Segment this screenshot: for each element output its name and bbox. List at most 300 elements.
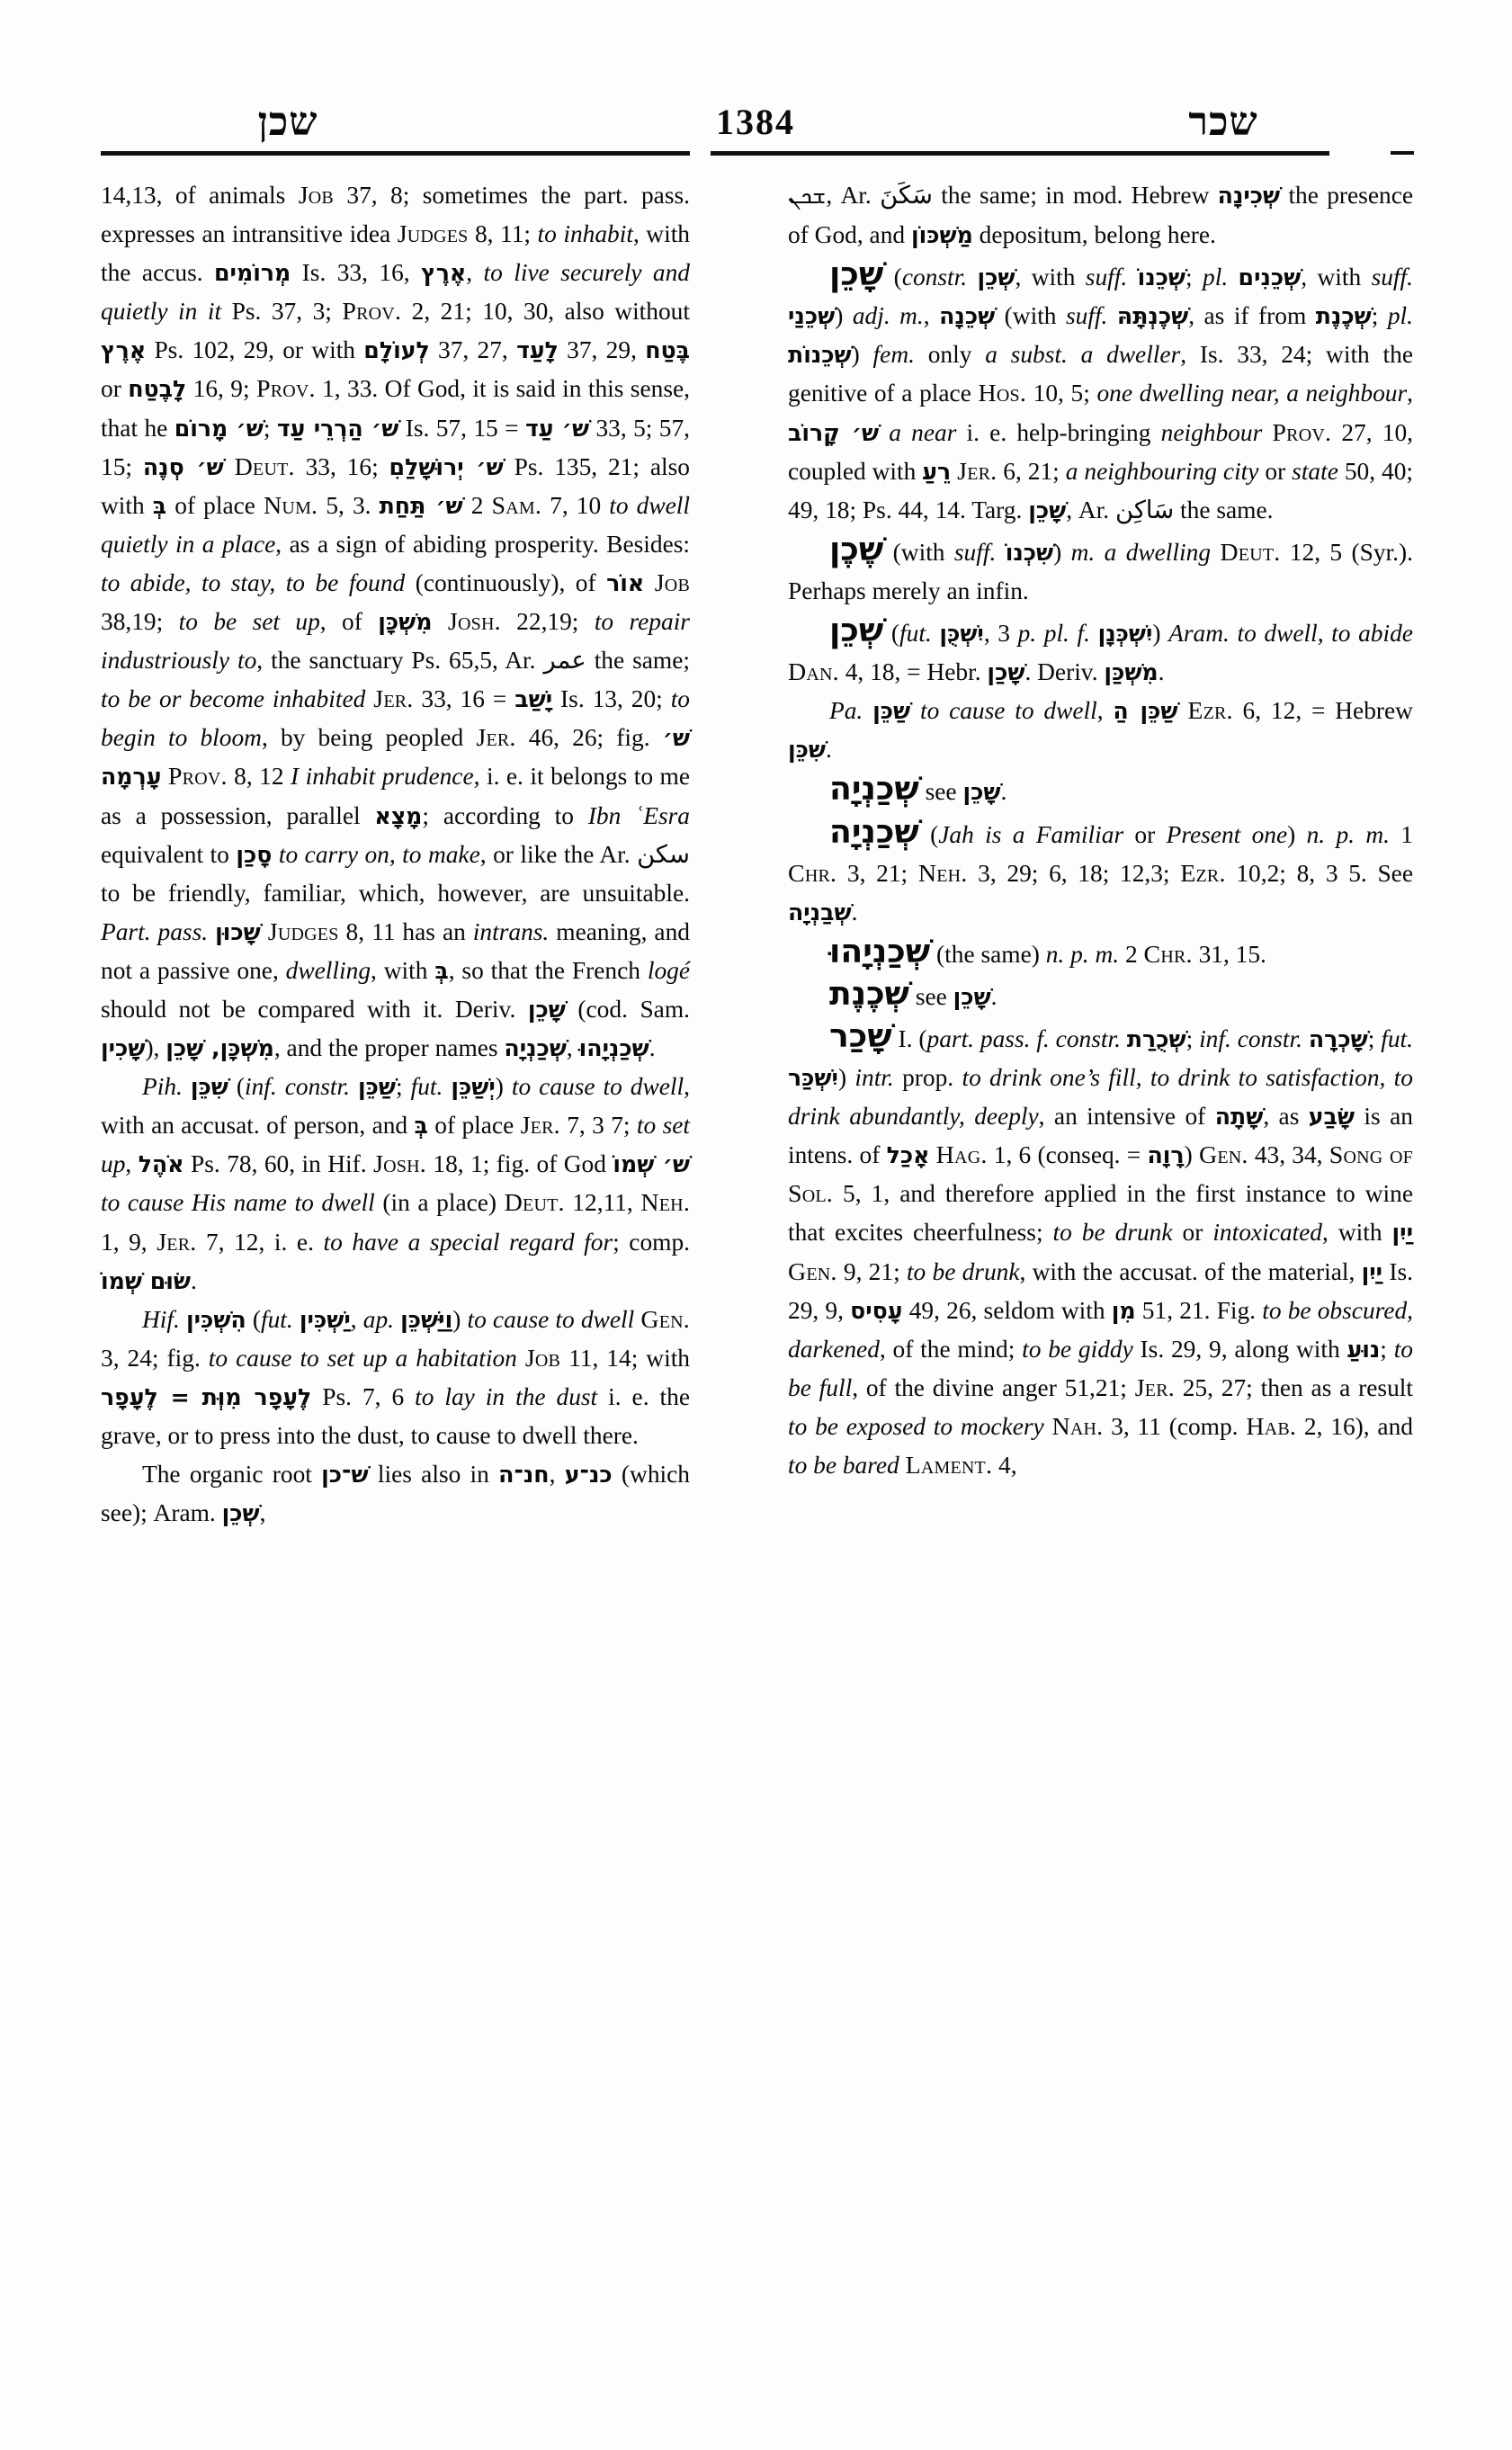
text-run-smallcaps: Jer. bbox=[520, 1112, 560, 1140]
text-run-smallcaps: Ezr. bbox=[1187, 697, 1233, 726]
text-run-hebrew: אֹהֶל bbox=[138, 1151, 184, 1178]
text-run-italic: Pih. bbox=[142, 1073, 183, 1101]
text-run-hebrew-large: שְׁכֵן bbox=[829, 611, 884, 650]
text-run-hebrew: שׁ׳ הַרְרֵי עַד bbox=[276, 415, 399, 442]
text-run-syriac: ܫܟܢ bbox=[788, 183, 827, 210]
text-run-roman: 6, 21; bbox=[997, 457, 1066, 485]
text-run-roman: 33, 16 = bbox=[413, 685, 515, 713]
text-run-roman: the same. bbox=[1174, 496, 1274, 523]
text-run-smallcaps: Job bbox=[298, 182, 334, 210]
text-run-roman bbox=[967, 264, 977, 291]
text-run-roman bbox=[879, 419, 889, 446]
text-run-smallcaps: Judges bbox=[397, 220, 469, 249]
text-run-roman: ; comp. bbox=[613, 1228, 690, 1256]
text-run-roman bbox=[1107, 302, 1116, 329]
text-run-italic: to set up bbox=[101, 1112, 691, 1178]
text-run-italic: a subst. a dweller bbox=[985, 341, 1181, 369]
text-run-hebrew: שְׁכֵן bbox=[977, 264, 1015, 291]
text-run-smallcaps: Gen. bbox=[1198, 1141, 1248, 1170]
text-run-roman bbox=[910, 697, 920, 724]
text-run-roman: 7, 10 bbox=[541, 491, 610, 519]
text-run-roman bbox=[644, 569, 654, 596]
text-run-roman bbox=[180, 1306, 186, 1333]
text-run-italic: I inhabit prudence bbox=[291, 763, 474, 791]
text-run-smallcaps: Prov. bbox=[1272, 418, 1332, 447]
text-run-roman: ) bbox=[835, 302, 853, 330]
text-run-hebrew: שִׁכֵּן bbox=[788, 737, 827, 764]
text-run-hebrew: שָׁכִין bbox=[101, 1035, 146, 1062]
text-run-hebrew: שׁ׳ עָרְמָה bbox=[101, 725, 690, 791]
text-run-hebrew: מִשְׁכָּן bbox=[378, 609, 433, 636]
text-run-roman: 16, 9; bbox=[186, 375, 256, 403]
text-run-smallcaps: Jer. bbox=[957, 457, 998, 486]
text-run-italic: to be bared bbox=[788, 1452, 899, 1479]
text-run-roman: 8, 12 bbox=[227, 763, 291, 791]
text-run-roman: 12, 5 (Syr.). Perhaps merely an infin. bbox=[788, 538, 1413, 604]
text-run-roman: 1, 9, bbox=[101, 1228, 157, 1256]
text-run-italic: dwelling bbox=[285, 956, 371, 984]
text-run-roman: , with the accus. bbox=[101, 220, 691, 287]
text-run-hebrew: שְׁכַנְיָהוּ bbox=[578, 1035, 649, 1062]
text-run-arabic: سَاكِن bbox=[1115, 496, 1175, 524]
text-run-roman: (continuously), of bbox=[405, 568, 607, 596]
text-run-roman: Is. 57, 15 = bbox=[398, 414, 525, 442]
column-left bbox=[101, 176, 690, 1533]
text-run-roman bbox=[261, 918, 268, 945]
text-run-italic: to be obscured, darkened bbox=[788, 1296, 1413, 1363]
text-run-hebrew: יִשְׁכְּנָן bbox=[1097, 621, 1153, 648]
text-run-italic: Pa. bbox=[829, 697, 863, 725]
text-run-italic: to dwell, to abide bbox=[1237, 620, 1413, 648]
text-run-italic: pl. bbox=[1203, 264, 1229, 291]
text-run-smallcaps: Neh. bbox=[917, 859, 968, 888]
text-run-roman: The organic root bbox=[142, 1461, 322, 1489]
text-run-hebrew: שִׁכְנוֹ bbox=[1005, 539, 1054, 566]
text-run-roman: Ps. 135, 21; also with bbox=[101, 452, 690, 519]
header-rule-right bbox=[711, 151, 1329, 156]
text-run-roman: i. e. help-bringing bbox=[956, 418, 1161, 446]
text-run-italic: to cause to dwell bbox=[919, 697, 1097, 725]
text-run-roman: Is. 33, 16, bbox=[291, 259, 422, 287]
text-run-hebrew: שָׁתָה bbox=[1214, 1104, 1264, 1131]
text-run-italic: to be or become inhabited bbox=[101, 685, 366, 713]
text-run-roman: , bbox=[566, 1034, 579, 1062]
text-run-roman: meaning, and not a passive one, bbox=[101, 917, 690, 984]
text-run-roman bbox=[1262, 419, 1272, 446]
text-run-roman bbox=[929, 1141, 935, 1168]
text-run-roman: 49, 26, seldom with bbox=[902, 1296, 1112, 1324]
text-run-roman: . bbox=[1000, 778, 1007, 806]
text-run-roman: Ps. 7, 6 bbox=[311, 1382, 416, 1410]
text-run-roman: 25, 27; then as a result bbox=[1174, 1373, 1413, 1401]
text-run-roman: 37, 29, bbox=[558, 336, 646, 364]
text-run-italic: n. p. m. bbox=[1045, 940, 1120, 968]
text-run-italic: suff. bbox=[1371, 264, 1413, 291]
text-run-smallcaps: Lament. bbox=[905, 1452, 993, 1480]
text-run-hebrew: רָוָה bbox=[1147, 1142, 1185, 1169]
text-run-roman bbox=[293, 1306, 300, 1333]
text-run-roman bbox=[365, 685, 373, 712]
text-run-roman: I. ( bbox=[891, 1024, 927, 1052]
text-run-hebrew: אוֹר bbox=[606, 569, 645, 596]
text-run-italic: one dwelling near, a neighbour bbox=[1096, 380, 1408, 407]
text-run-roman: Ps. 37, 3; bbox=[221, 298, 343, 326]
text-run-roman bbox=[433, 608, 448, 635]
text-run-roman: prop. bbox=[893, 1064, 962, 1092]
text-run-italic: to cause to dwell bbox=[467, 1305, 635, 1333]
text-run-roman: (with bbox=[883, 538, 954, 566]
text-run-roman: Ps. 102, 29, or with bbox=[146, 336, 364, 364]
text-run-roman: 8, 11; bbox=[468, 220, 538, 248]
text-run-italic: intrans. bbox=[472, 917, 550, 945]
text-run-roman: lies also in bbox=[368, 1461, 499, 1489]
text-run-roman: 33, 16; bbox=[294, 452, 389, 480]
text-run-roman: , of the mind; bbox=[879, 1335, 1023, 1363]
text-run-italic: ap. bbox=[362, 1305, 394, 1333]
text-run-roman: . bbox=[990, 982, 998, 1010]
text-run-roman: 5, 3. bbox=[318, 491, 380, 519]
text-run-hebrew: שׁ׳ קָרוֹב bbox=[788, 419, 880, 446]
text-run-hebrew: בֶּטַח bbox=[645, 337, 690, 364]
text-run-hebrew: רֵעַ bbox=[922, 458, 952, 485]
text-run-italic: to be giddy bbox=[1022, 1335, 1133, 1363]
text-run-italic: m. a dwelling bbox=[1070, 538, 1212, 566]
text-run-roman: ( bbox=[883, 264, 902, 291]
text-run-italic: fut. bbox=[1381, 1024, 1413, 1052]
text-run-roman: 12,11, bbox=[564, 1189, 641, 1217]
text-run-roman bbox=[1211, 539, 1220, 566]
text-run-roman: 8, 11 has an bbox=[338, 917, 473, 945]
text-run-italic: to cause His name to dwell bbox=[101, 1189, 375, 1217]
text-run-italic: to begin to bloom bbox=[101, 685, 690, 752]
text-run-roman: (with bbox=[995, 302, 1066, 330]
text-run-roman: 27, 10, coupled with bbox=[788, 418, 1413, 485]
text-run-smallcaps: Chr. bbox=[1143, 940, 1193, 969]
text-run-roman: 3, 29; 6, 18; 12,3; bbox=[967, 859, 1181, 887]
text-run-smallcaps: Jer. bbox=[476, 724, 516, 753]
text-run-italic: to be exposed to mockery bbox=[788, 1412, 1044, 1440]
text-run-roman: or bbox=[101, 375, 129, 403]
text-run-hebrew: נוּעַ bbox=[1346, 1336, 1381, 1363]
text-run-smallcaps: Deut. bbox=[1220, 538, 1281, 567]
text-run-roman: 1 bbox=[1389, 820, 1413, 848]
text-run-hebrew: שׁ׳ עַד bbox=[524, 415, 590, 442]
text-run-hebrew: שְׁכֵנוֹ bbox=[1137, 264, 1186, 291]
text-run-roman: 50, 40; 49, 18; Ps. 44, 14. Targ. bbox=[788, 457, 1414, 523]
text-run-hebrew: שׁ׳ תַּחַת bbox=[379, 492, 463, 519]
text-run-hebrew: מְרוֹמִים bbox=[214, 260, 291, 287]
text-run-hebrew: שׁ׳ שְׁמוֹ bbox=[613, 1151, 690, 1178]
text-run-hebrew: שׁ׳ סְנֶה bbox=[142, 453, 224, 480]
text-run-italic: n. p. m. bbox=[1306, 820, 1390, 848]
text-run-roman: i. e. the grave, or to press into the dust, to cause to dwell there. bbox=[101, 1382, 690, 1449]
text-run-roman: , bbox=[923, 302, 940, 330]
text-run-roman: 7, 3 7; bbox=[559, 1112, 637, 1140]
text-run-roman: the same; in mod. Hebrew bbox=[933, 182, 1218, 209]
text-run-smallcaps: Song of Sol. bbox=[788, 1141, 1413, 1209]
text-run-italic: intoxicated bbox=[1212, 1219, 1323, 1247]
lexicon-paragraph bbox=[788, 974, 1413, 1016]
text-run-roman bbox=[1228, 264, 1238, 291]
text-run-roman: ) bbox=[495, 1073, 512, 1101]
text-run-hebrew: שְׁכֵנוֹת bbox=[788, 342, 852, 369]
text-run-smallcaps: Prov. bbox=[167, 763, 228, 791]
text-run-roman: , 3 bbox=[983, 620, 1018, 648]
text-run-roman: ) bbox=[1053, 538, 1071, 566]
text-run-italic: Hif. bbox=[142, 1305, 180, 1333]
lexicon-paragraph bbox=[101, 1301, 690, 1455]
text-run-hebrew: שָׁכוּן bbox=[215, 918, 261, 945]
text-run-hebrew: שְׁכֶנְתָּהּ bbox=[1116, 303, 1189, 330]
text-run-roman: 33, 5; 57, 15; bbox=[101, 414, 690, 480]
text-run-roman bbox=[272, 841, 278, 868]
text-run-roman bbox=[517, 1345, 525, 1372]
text-run-roman bbox=[1302, 1025, 1309, 1052]
text-run-roman: 9, 21; bbox=[837, 1257, 907, 1285]
text-run-roman: the same; bbox=[586, 647, 690, 675]
text-run-roman: 51, 21. Fig. bbox=[1135, 1296, 1263, 1324]
text-run-roman: ) bbox=[1152, 620, 1169, 648]
running-head-left-hebrew: שכן bbox=[257, 100, 318, 144]
text-run-roman: or bbox=[1172, 1219, 1213, 1247]
text-run-italic: to have a special regard for bbox=[323, 1228, 613, 1256]
text-run-roman bbox=[1090, 620, 1098, 647]
text-run-smallcaps: Num. bbox=[264, 491, 318, 520]
text-run-roman: 37, 8; sometimes the part. pass. expresses an intransitive idea bbox=[101, 182, 691, 248]
text-run-roman: , bbox=[1407, 380, 1413, 407]
text-run-smallcaps: Judges bbox=[267, 917, 339, 946]
text-run-italic: to carry on, to make bbox=[278, 840, 480, 868]
text-run-hebrew: מַשְׁכּוֹן bbox=[910, 222, 973, 249]
text-run-hebrew: יַשְׁכִּין bbox=[299, 1306, 351, 1333]
text-run-roman: ) bbox=[851, 341, 873, 369]
text-run-italic: pl. bbox=[1387, 302, 1413, 330]
text-run-roman: 10, 5; bbox=[1026, 380, 1097, 407]
text-run-roman: ) bbox=[452, 1305, 468, 1333]
text-run-roman: ; bbox=[1185, 264, 1203, 291]
text-run-smallcaps: Hag. bbox=[935, 1141, 988, 1170]
text-run-italic: intr. bbox=[854, 1064, 894, 1092]
text-run-roman: , i. e. it belongs to me as a possession, parallel bbox=[101, 763, 690, 829]
text-run-roman bbox=[1044, 1413, 1052, 1440]
header-rule-left bbox=[101, 151, 690, 156]
text-run-roman bbox=[1121, 1025, 1127, 1052]
text-run-roman: 31, 15. bbox=[1192, 940, 1266, 968]
text-run-roman: , with bbox=[1301, 264, 1372, 291]
text-run-roman: ) bbox=[1287, 820, 1307, 848]
text-run-roman: (which see); Aram. bbox=[101, 1461, 690, 1527]
text-run-roman: , as bbox=[1263, 1103, 1309, 1131]
text-run-roman: 38,19; bbox=[101, 608, 179, 636]
text-run-roman: ( bbox=[883, 620, 900, 648]
text-run-smallcaps: Job bbox=[524, 1344, 561, 1373]
text-run-roman: ; bbox=[263, 414, 277, 442]
text-run-italic: state bbox=[1292, 457, 1338, 485]
page-number: 1384 bbox=[716, 102, 795, 142]
running-head bbox=[99, 79, 1412, 142]
text-run-hebrew: שׁ׳ יְרוּשָׁלַםִ bbox=[389, 453, 504, 480]
text-run-roman: ) bbox=[837, 1064, 855, 1092]
text-run-roman: 1, 33. Of God, it is said in this sense, that he bbox=[101, 375, 690, 442]
text-run-roman: . bbox=[1158, 658, 1165, 686]
text-run-smallcaps: Nah. bbox=[1051, 1412, 1104, 1441]
lexicon-paragraph bbox=[788, 530, 1413, 611]
text-run-italic: Ibn ʿEsra bbox=[587, 801, 690, 829]
text-run-roman: 6, 12, = Hebrew bbox=[1232, 697, 1413, 725]
text-run-roman: (cod. Sam. bbox=[565, 995, 690, 1023]
text-run-hebrew: שׁ׳ מָרוֹם bbox=[174, 415, 264, 442]
text-run-smallcaps: Job bbox=[654, 568, 690, 597]
text-run-roman: ; bbox=[1185, 1024, 1200, 1052]
text-run-italic: suff. bbox=[953, 538, 997, 566]
column-right bbox=[788, 176, 1413, 1485]
text-run-roman: , by being peopled bbox=[261, 724, 477, 752]
text-run-roman: , bbox=[549, 1461, 565, 1489]
text-run-hebrew: שְׁכֻרַת bbox=[1126, 1025, 1186, 1052]
text-run-roman: , of bbox=[319, 608, 379, 636]
text-run-hebrew-large: שְׁכַנְיָה bbox=[829, 769, 919, 809]
text-run-smallcaps: Deut. bbox=[504, 1189, 565, 1218]
lexicon-paragraph bbox=[788, 176, 1413, 255]
lexicon-paragraph bbox=[788, 769, 1413, 811]
text-run-italic: Present one bbox=[1166, 820, 1288, 848]
text-run-roman: 43, 34, bbox=[1248, 1141, 1329, 1169]
lexicon-paragraph bbox=[788, 611, 1413, 692]
text-run-hebrew: יַיִן bbox=[1391, 1220, 1413, 1247]
text-run-roman: , bbox=[1096, 697, 1114, 725]
text-run-roman: , with an accusat. of person, and bbox=[101, 1073, 690, 1140]
text-run-roman: only bbox=[914, 341, 986, 369]
text-run-hebrew: שָׂבַע bbox=[1308, 1104, 1355, 1131]
text-run-italic: to inhabit bbox=[537, 220, 633, 248]
text-run-roman: 2, 16), and bbox=[1296, 1412, 1413, 1440]
text-run-roman bbox=[1127, 264, 1137, 291]
text-run-hebrew: שַׁכֵּן הַ bbox=[1113, 698, 1178, 725]
text-run-italic: fut. bbox=[899, 620, 932, 648]
text-run-italic: suff. bbox=[1085, 264, 1128, 291]
text-run-roman: 4, 18, = Hebr. bbox=[838, 658, 988, 686]
text-run-italic: to cause to set up a habitation bbox=[208, 1344, 517, 1372]
text-run-hebrew: שָׁכֵן bbox=[953, 983, 991, 1010]
text-run-roman: , an intensive of bbox=[1038, 1103, 1215, 1131]
text-run-roman: , Ar. bbox=[826, 182, 881, 209]
text-run-roman: , the sanctuary Ps. 65,5, Ar. bbox=[256, 647, 544, 675]
text-run-hebrew: חנ־ה bbox=[498, 1462, 550, 1489]
text-run-hebrew: הִשְׁכִּין bbox=[186, 1306, 246, 1333]
lexicon-paragraph bbox=[101, 1068, 690, 1301]
lexicon-paragraph bbox=[788, 692, 1413, 769]
text-run-roman: ) bbox=[1184, 1141, 1199, 1169]
text-run-hebrew-large: שָׁכֵן bbox=[829, 255, 884, 294]
text-run-italic: to repair industriously to bbox=[101, 608, 690, 675]
text-run-roman: see bbox=[918, 778, 963, 806]
text-run-roman: 18, 1; fig. of God bbox=[425, 1150, 613, 1178]
text-run-italic: p. pl. f. bbox=[1017, 620, 1090, 648]
text-run-smallcaps: Josh. bbox=[373, 1150, 426, 1179]
text-run-italic: to abide, to stay, to be found bbox=[101, 568, 406, 596]
text-run-hebrew: בְּ bbox=[414, 1113, 428, 1140]
lexicon-paragraph bbox=[788, 1016, 1413, 1485]
text-run-hebrew: כנ־ע bbox=[564, 1462, 613, 1489]
text-run-hebrew: בְּ bbox=[152, 492, 167, 519]
text-run-italic: fut. bbox=[410, 1073, 443, 1101]
text-run-roman bbox=[224, 453, 235, 480]
text-run-roman: ; according to bbox=[422, 801, 588, 829]
text-run-roman: , bbox=[125, 1150, 139, 1178]
text-run-roman: the presence of God, and bbox=[788, 182, 1414, 249]
text-run-smallcaps: Jer. bbox=[373, 685, 414, 714]
text-run-roman: 3, 24; fig. bbox=[101, 1344, 209, 1372]
text-run-hebrew: שְׁכֵנָה bbox=[939, 303, 996, 330]
text-run-roman: , or like the Ar. bbox=[479, 840, 638, 868]
text-run-italic: to be drunk bbox=[906, 1257, 1020, 1285]
text-run-hebrew: סָכַן bbox=[236, 841, 273, 868]
text-run-hebrew: שָׁכֵן bbox=[1028, 496, 1067, 523]
text-run-roman: 2 bbox=[1119, 940, 1144, 968]
text-run-roman: ( bbox=[228, 1073, 245, 1101]
text-run-hebrew: שַׁכֵּן bbox=[872, 698, 911, 725]
text-run-roman: equivalent to bbox=[101, 840, 237, 868]
text-run-hebrew: מָצָא bbox=[374, 802, 423, 829]
text-run-hebrew-large: שֶׁכֶן bbox=[829, 529, 884, 568]
text-run-roman: ), bbox=[145, 1034, 166, 1062]
text-run-roman: 1, 6 (conseq. = bbox=[987, 1141, 1148, 1169]
text-run-roman: (the same) bbox=[930, 940, 1046, 968]
text-run-roman: (in a place) bbox=[374, 1189, 505, 1217]
text-run-roman: , with bbox=[1322, 1219, 1392, 1247]
text-run-italic: fem. bbox=[872, 341, 915, 369]
text-run-hebrew-large: שְׁכַנְיָהוּ bbox=[829, 931, 931, 970]
text-run-roman: , of the divine anger 51,21; bbox=[852, 1373, 1135, 1401]
text-run-roman bbox=[161, 763, 167, 790]
text-run-roman: 14,13, of animals bbox=[101, 182, 299, 209]
text-run-italic: a near bbox=[889, 418, 957, 446]
text-run-italic: inf. constr. bbox=[1199, 1024, 1302, 1052]
text-run-smallcaps: Prov. bbox=[342, 298, 402, 326]
text-run-roman: 7, 12, i. e. bbox=[196, 1228, 324, 1256]
text-run-roman bbox=[443, 1073, 451, 1100]
text-run-roman: ( bbox=[246, 1305, 261, 1333]
text-run-roman: , so that the French bbox=[448, 956, 648, 984]
text-run-hebrew-headword: שָׁכַר bbox=[829, 1015, 892, 1055]
text-run-hebrew: אָכַל bbox=[886, 1142, 930, 1169]
text-run-roman: 37, 27, bbox=[429, 336, 517, 364]
text-run-smallcaps: Hos. bbox=[978, 380, 1027, 408]
text-run-roman: 2 bbox=[462, 491, 492, 519]
text-run-smallcaps: Chr. bbox=[788, 859, 837, 888]
text-run-hebrew: מִן bbox=[1111, 1297, 1136, 1324]
text-run-roman: , Is. 33, 24; with the genitive of a place bbox=[788, 341, 1413, 407]
running-head-right-hebrew: שכר bbox=[1188, 100, 1258, 144]
text-run-hebrew: וַיַּשְׁכֵּן bbox=[400, 1306, 453, 1333]
text-run-hebrew: יַיִן bbox=[1361, 1258, 1383, 1285]
text-run-italic: to drink one’s fill, to drink to satisfaction, to drink abundantly, deeply bbox=[788, 1064, 1413, 1131]
text-run-smallcaps: Gen. bbox=[788, 1257, 837, 1286]
text-run-smallcaps: Sam. bbox=[491, 491, 542, 520]
text-run-roman: 46, 26; fig. bbox=[515, 724, 663, 752]
text-run-roman: , with bbox=[1015, 264, 1086, 291]
text-run-roman: ; bbox=[1380, 1335, 1394, 1363]
text-run-hebrew: שְׁכַנְיָה bbox=[504, 1035, 567, 1062]
text-run-roman: 5, 1, and therefore applied in the first instance to wine that excites cheerfulness; bbox=[788, 1180, 1413, 1247]
text-run-hebrew: שָׁכֵן bbox=[527, 996, 566, 1023]
text-run-roman: ; bbox=[1371, 302, 1388, 330]
lexicon-paragraph bbox=[101, 176, 690, 1068]
text-run-smallcaps: Prov. bbox=[255, 375, 316, 404]
text-run-roman: or bbox=[1258, 457, 1293, 485]
text-run-italic: to dwell quietly in a place bbox=[101, 491, 691, 558]
text-run-roman: to be friendly, familiar, which, however, are unsuitable. bbox=[101, 879, 690, 907]
